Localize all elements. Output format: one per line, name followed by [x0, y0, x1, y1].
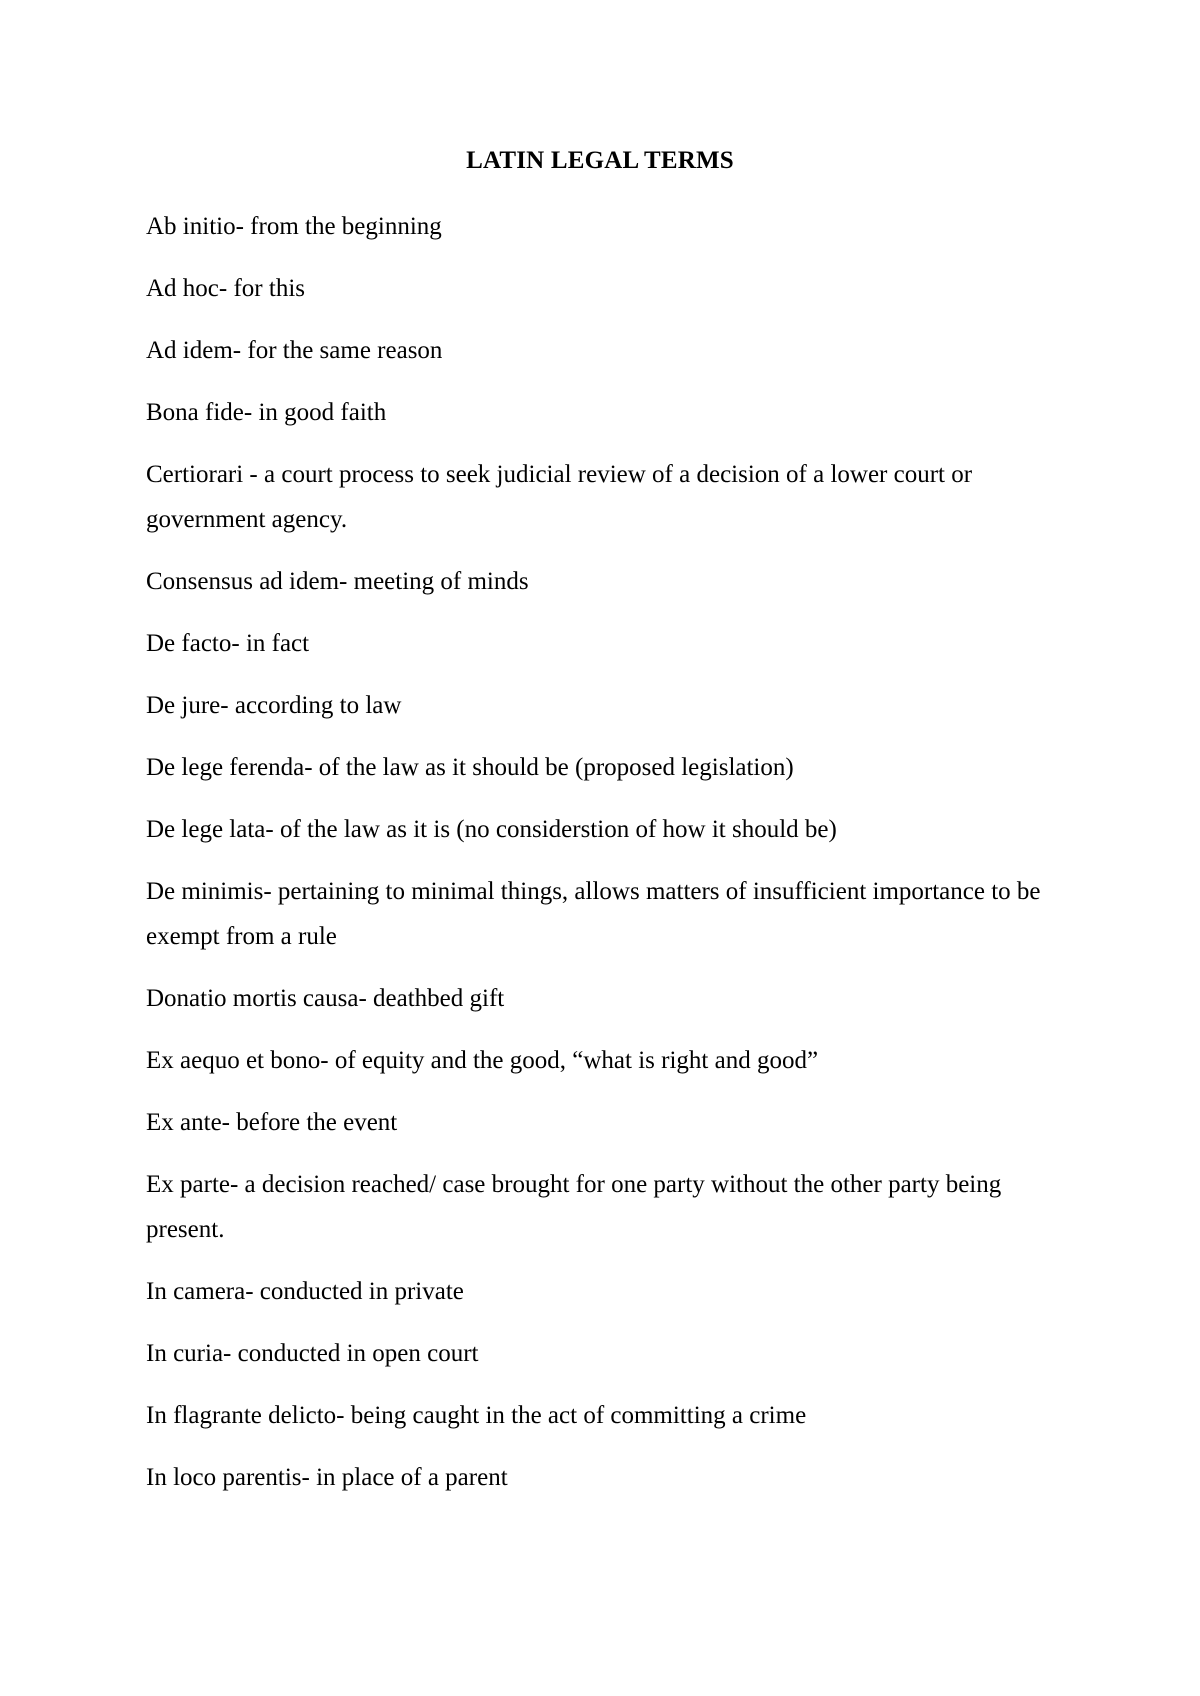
term-entry-donatio-mortis-causa: Donatio mortis causa- deathbed gift: [146, 985, 505, 1012]
term-entry-de-lege-lata: De lege lata- of the law as it is (no considerstion of how it should be): [146, 816, 837, 843]
term-entry-ex-ante: Ex ante- before the event: [146, 1109, 398, 1136]
terms-list: [146, 204, 1076, 1517]
term-entry-bona-fide: Bona fide- in good faith: [146, 399, 387, 426]
term-entry-de-minimis: De minimis- pertaining to minimal things, allows matters of insufficient importance to be exempt from a rule: [146, 878, 1041, 950]
term-entry-in-flagrante-delicto: In flagrante delicto- being caught in the act of committing a crime: [146, 1402, 807, 1429]
term-entry-in-camera: In camera- conducted in private: [146, 1278, 464, 1305]
term-entry-ab-initio: Ab initio- from the beginning: [146, 213, 442, 240]
term-entry-in-curia: In curia- conducted in open court: [146, 1340, 479, 1367]
term-entry-in-loco-parentis: In loco parentis- in place of a parent: [146, 1464, 508, 1491]
term-entry-de-jure: De jure- according to law: [146, 692, 402, 719]
term-entry-de-lege-ferenda: De lege ferenda- of the law as it should be (proposed legislation): [146, 754, 794, 781]
term-entry-de-facto: De facto- in fact: [146, 630, 310, 657]
term-entry-ad-idem: Ad idem- for the same reason: [146, 337, 443, 364]
document-title: LATIN LEGAL TERMS: [466, 147, 734, 174]
term-entry-ad-hoc: Ad hoc- for this: [146, 275, 305, 302]
term-entry-consensus-ad-idem: Consensus ad idem- meeting of minds: [146, 568, 529, 595]
term-entry-ex-parte: Ex parte- a decision reached/ case brought for one party without the other party being present.: [146, 1171, 1002, 1243]
term-entry-certiorari: Certiorari - a court process to seek judicial review of a decision of a lower court or government agency.: [146, 461, 973, 533]
term-entry-ex-aequo-et-bono: Ex aequo et bono- of equity and the good, “what is right and good”: [146, 1047, 819, 1074]
